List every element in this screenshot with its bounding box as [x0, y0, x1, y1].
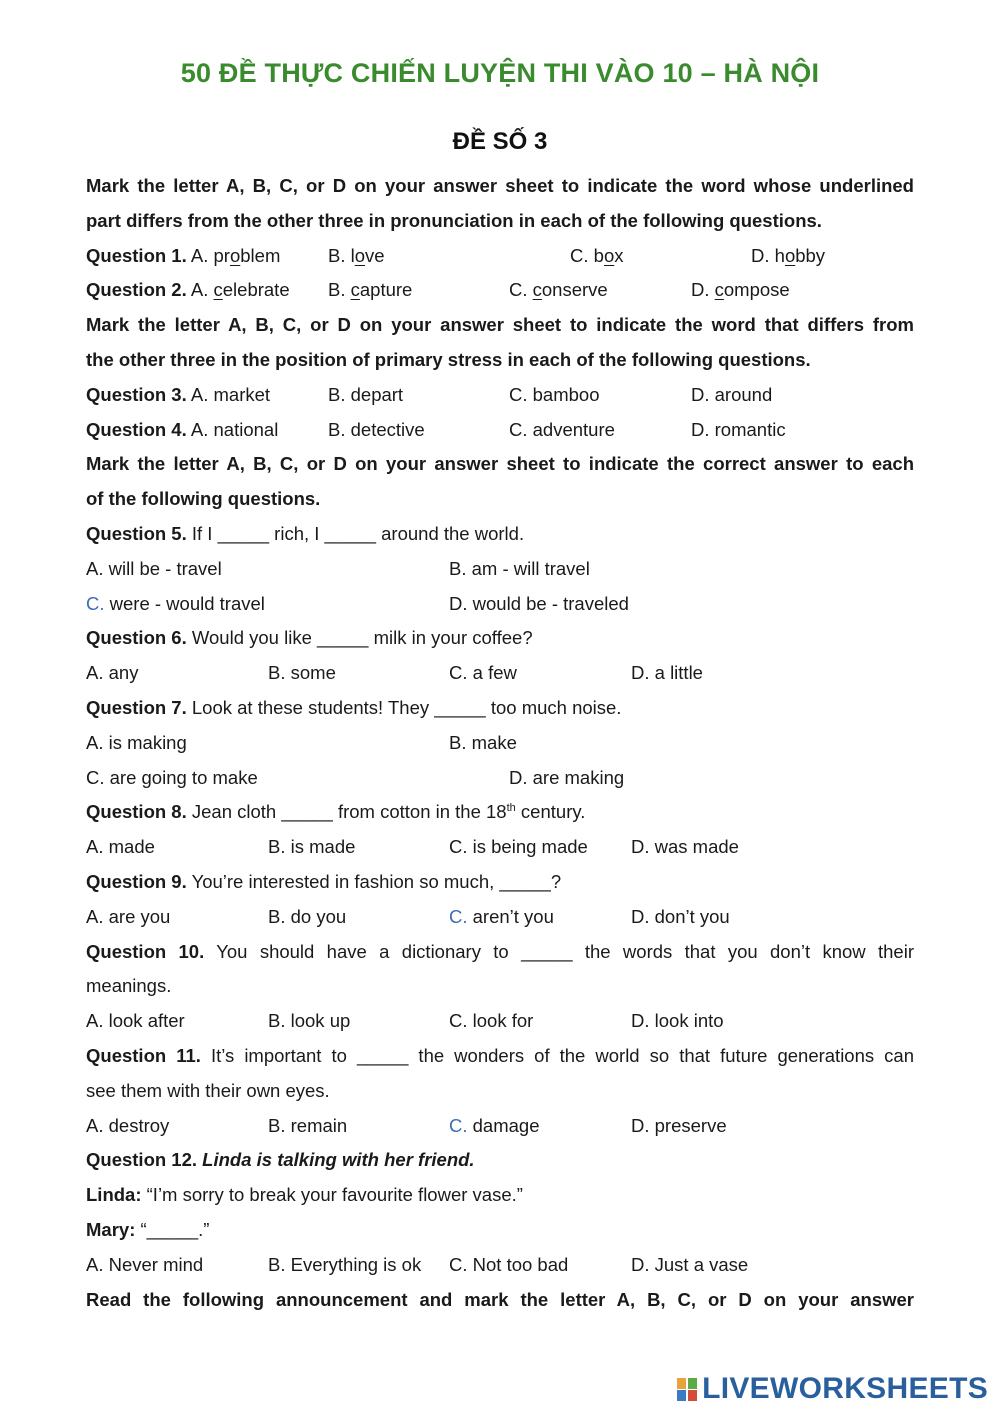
- question-9-options: [86, 900, 914, 935]
- question-12-context: Linda is talking with her friend.: [202, 1149, 475, 1171]
- question-4-option-b[interactable]: B. detective: [328, 418, 425, 440]
- question-3-option-a[interactable]: A. market: [190, 383, 271, 405]
- worksheet-content: [86, 169, 914, 1317]
- question-6-option-d[interactable]: D. a little: [631, 662, 703, 684]
- question-1-option-a[interactable]: A. problem: [190, 244, 281, 266]
- question-7-option-d[interactable]: D. are making: [509, 766, 625, 788]
- instruction-correct-line-1: Mark the letter A, B, C, or D on your answer sheet to indicate the correct answer to each: [86, 453, 914, 475]
- question-12-options: [86, 1248, 914, 1283]
- question-3-option-d[interactable]: D. around: [691, 383, 773, 405]
- question-1-option-d[interactable]: D. hobby: [751, 244, 826, 266]
- question-6-options: [86, 656, 914, 691]
- question-4-option-a[interactable]: A. national: [190, 418, 279, 440]
- question-12-option-a[interactable]: A. Never mind: [86, 1253, 204, 1275]
- question-7-option-a[interactable]: A. is making: [86, 731, 187, 753]
- question-5-options-row-2: [86, 587, 914, 622]
- question-11-option-d[interactable]: D. preserve: [631, 1114, 727, 1136]
- question-1-label: Question 1.: [86, 244, 187, 266]
- question-4-label: Question 4.: [86, 418, 187, 440]
- question-12-option-b[interactable]: B. Everything is ok: [268, 1253, 422, 1275]
- question-3-row: [86, 378, 914, 413]
- question-7-text: Look at these students! They _____ too much noise.: [191, 696, 622, 718]
- question-11-option-c[interactable]: C. damage: [449, 1114, 540, 1136]
- question-8-stem: [86, 795, 914, 830]
- question-12-mary-label: Mary:: [86, 1218, 136, 1240]
- question-3-option-c[interactable]: C. bamboo: [509, 383, 600, 405]
- question-12-option-c[interactable]: C. Not too bad: [449, 1253, 569, 1275]
- page-subtitle: ĐỀ SỐ 3: [452, 128, 548, 155]
- question-12-stem: [86, 1143, 914, 1178]
- question-12-label: Question 12.: [86, 1149, 198, 1171]
- question-8-option-a[interactable]: A. made: [86, 836, 155, 858]
- question-7-options-row-1: [86, 726, 914, 761]
- question-6-option-c[interactable]: C. a few: [449, 662, 517, 684]
- question-7-label: Question 7.: [86, 696, 187, 718]
- question-4-option-d[interactable]: D. romantic: [691, 418, 786, 440]
- question-1-row: [86, 239, 914, 274]
- question-5-option-c[interactable]: C. were - would travel: [86, 592, 265, 614]
- question-2-row: [86, 273, 914, 308]
- question-6-label: Question 6.: [86, 627, 187, 649]
- question-12-linda-text: “I’m sorry to break your favourite flower vase.”: [146, 1184, 523, 1206]
- question-11-option-b[interactable]: B. remain: [268, 1114, 348, 1136]
- question-12-linda-line: [86, 1178, 914, 1213]
- question-10-options: [86, 1004, 914, 1039]
- question-7-option-b[interactable]: B. make: [449, 731, 517, 753]
- question-10-option-d[interactable]: D. look into: [631, 1010, 724, 1032]
- question-9-text: You’re interested in fashion so much, _____?: [191, 870, 562, 892]
- question-6-option-a[interactable]: A. any: [86, 662, 139, 684]
- question-8-option-b[interactable]: B. is made: [268, 836, 356, 858]
- question-5-option-d[interactable]: D. would be - traveled: [449, 592, 629, 614]
- question-10-option-a[interactable]: A. look after: [86, 1010, 185, 1032]
- instruction-pronunciation-line-1: Mark the letter A, B, C, or D on your answer sheet to indicate the word whose underlined: [86, 175, 914, 196]
- liveworksheets-logo[interactable]: [677, 1374, 988, 1404]
- question-11-option-a[interactable]: A. destroy: [86, 1114, 170, 1136]
- question-11-text: It’s important to _____ the wonders of the world so that future generations can: [210, 1044, 915, 1066]
- question-5-options-row-1: [86, 552, 914, 587]
- question-10-text: You should have a dictionary to _____ the words that you don’t know their: [216, 940, 914, 962]
- question-3-option-b[interactable]: B. depart: [328, 383, 404, 405]
- question-2-option-a[interactable]: A. celebrate: [190, 279, 290, 301]
- question-9-option-b[interactable]: B. do you: [268, 905, 347, 927]
- question-5-stem: [86, 517, 914, 552]
- question-9-option-a[interactable]: A. are you: [86, 905, 171, 927]
- instruction-stress-line-1: Mark the letter A, B, C, or D on your answer sheet to indicate the word that differs from: [86, 314, 914, 336]
- question-11-stem-line-2: see them with their own eyes.: [86, 1079, 330, 1101]
- question-1-option-b[interactable]: B. love: [328, 244, 385, 266]
- question-1-option-c[interactable]: C. box: [570, 244, 624, 266]
- question-11-stem-line-1: [86, 1039, 914, 1074]
- question-10-stem-line-1: [86, 935, 914, 970]
- question-12-linda-label: Linda:: [86, 1184, 142, 1206]
- question-9-option-d[interactable]: D. don’t you: [631, 905, 730, 927]
- question-5-text: If I _____ rich, I _____ around the world.: [191, 522, 525, 544]
- question-2-option-b[interactable]: B. capture: [328, 279, 413, 301]
- question-8-option-c[interactable]: C. is being made: [449, 836, 588, 858]
- question-7-option-c[interactable]: C. are going to make: [86, 766, 258, 788]
- question-8-option-d[interactable]: D. was made: [631, 836, 739, 858]
- question-11-options: [86, 1109, 914, 1144]
- instruction-correct-line-2: of the following questions.: [86, 488, 321, 510]
- question-11-label: Question 11.: [86, 1044, 201, 1066]
- question-8-options: [86, 830, 914, 865]
- question-3-label: Question 3.: [86, 383, 187, 405]
- question-12-mary-line: [86, 1213, 914, 1248]
- question-2-option-d[interactable]: D. compose: [691, 279, 790, 301]
- question-10-stem-line-2: meanings.: [86, 975, 172, 997]
- question-5-option-a[interactable]: A. will be - travel: [86, 557, 222, 579]
- question-7-options-row-2: [86, 761, 914, 796]
- question-8-label: Question 8.: [86, 801, 187, 823]
- instruction-stress-line-2: the other three in the position of primary stress in each of the following questions.: [86, 348, 811, 370]
- question-4-option-c[interactable]: C. adventure: [509, 418, 615, 440]
- liveworksheets-logo-icon: [677, 1376, 699, 1402]
- question-10-option-c[interactable]: C. look for: [449, 1010, 534, 1032]
- question-2-option-c[interactable]: C. conserve: [509, 279, 608, 301]
- question-8-text: Jean cloth _____ from cotton in the 18th century.: [191, 801, 586, 823]
- question-9-stem: [86, 865, 914, 900]
- question-10-option-b[interactable]: B. look up: [268, 1010, 351, 1032]
- question-12-mary-text: “_____.”: [140, 1218, 210, 1240]
- question-9-option-c[interactable]: C. aren’t you: [449, 905, 554, 927]
- question-7-stem: [86, 691, 914, 726]
- question-9-label: Question 9.: [86, 870, 187, 892]
- question-6-text: Would you like _____ milk in your coffee?: [191, 627, 533, 649]
- question-2-label: Question 2.: [86, 279, 187, 301]
- question-10-label: Question 10.: [86, 940, 205, 962]
- question-6-stem: [86, 621, 914, 656]
- question-12-option-d[interactable]: D. Just a vase: [631, 1253, 749, 1275]
- instruction-pronunciation-line-2: part differs from the other three in pronunciation in each of the following questions.: [86, 209, 822, 231]
- question-6-option-b[interactable]: B. some: [268, 662, 336, 684]
- liveworksheets-logo-text: LIVEWORKSHEETS: [702, 1372, 988, 1405]
- question-4-row: [86, 413, 914, 448]
- question-5-option-b[interactable]: B. am - will travel: [449, 557, 590, 579]
- page-title: 50 ĐỀ THỰC CHIẾN LUYỆN THI VÀO 10 – HÀ NỘI: [180, 58, 820, 88]
- instruction-reading-line-1: Read the following announcement and mark the letter A, B, C, or D on your answer: [86, 1288, 914, 1310]
- question-5-label: Question 5.: [86, 522, 187, 544]
